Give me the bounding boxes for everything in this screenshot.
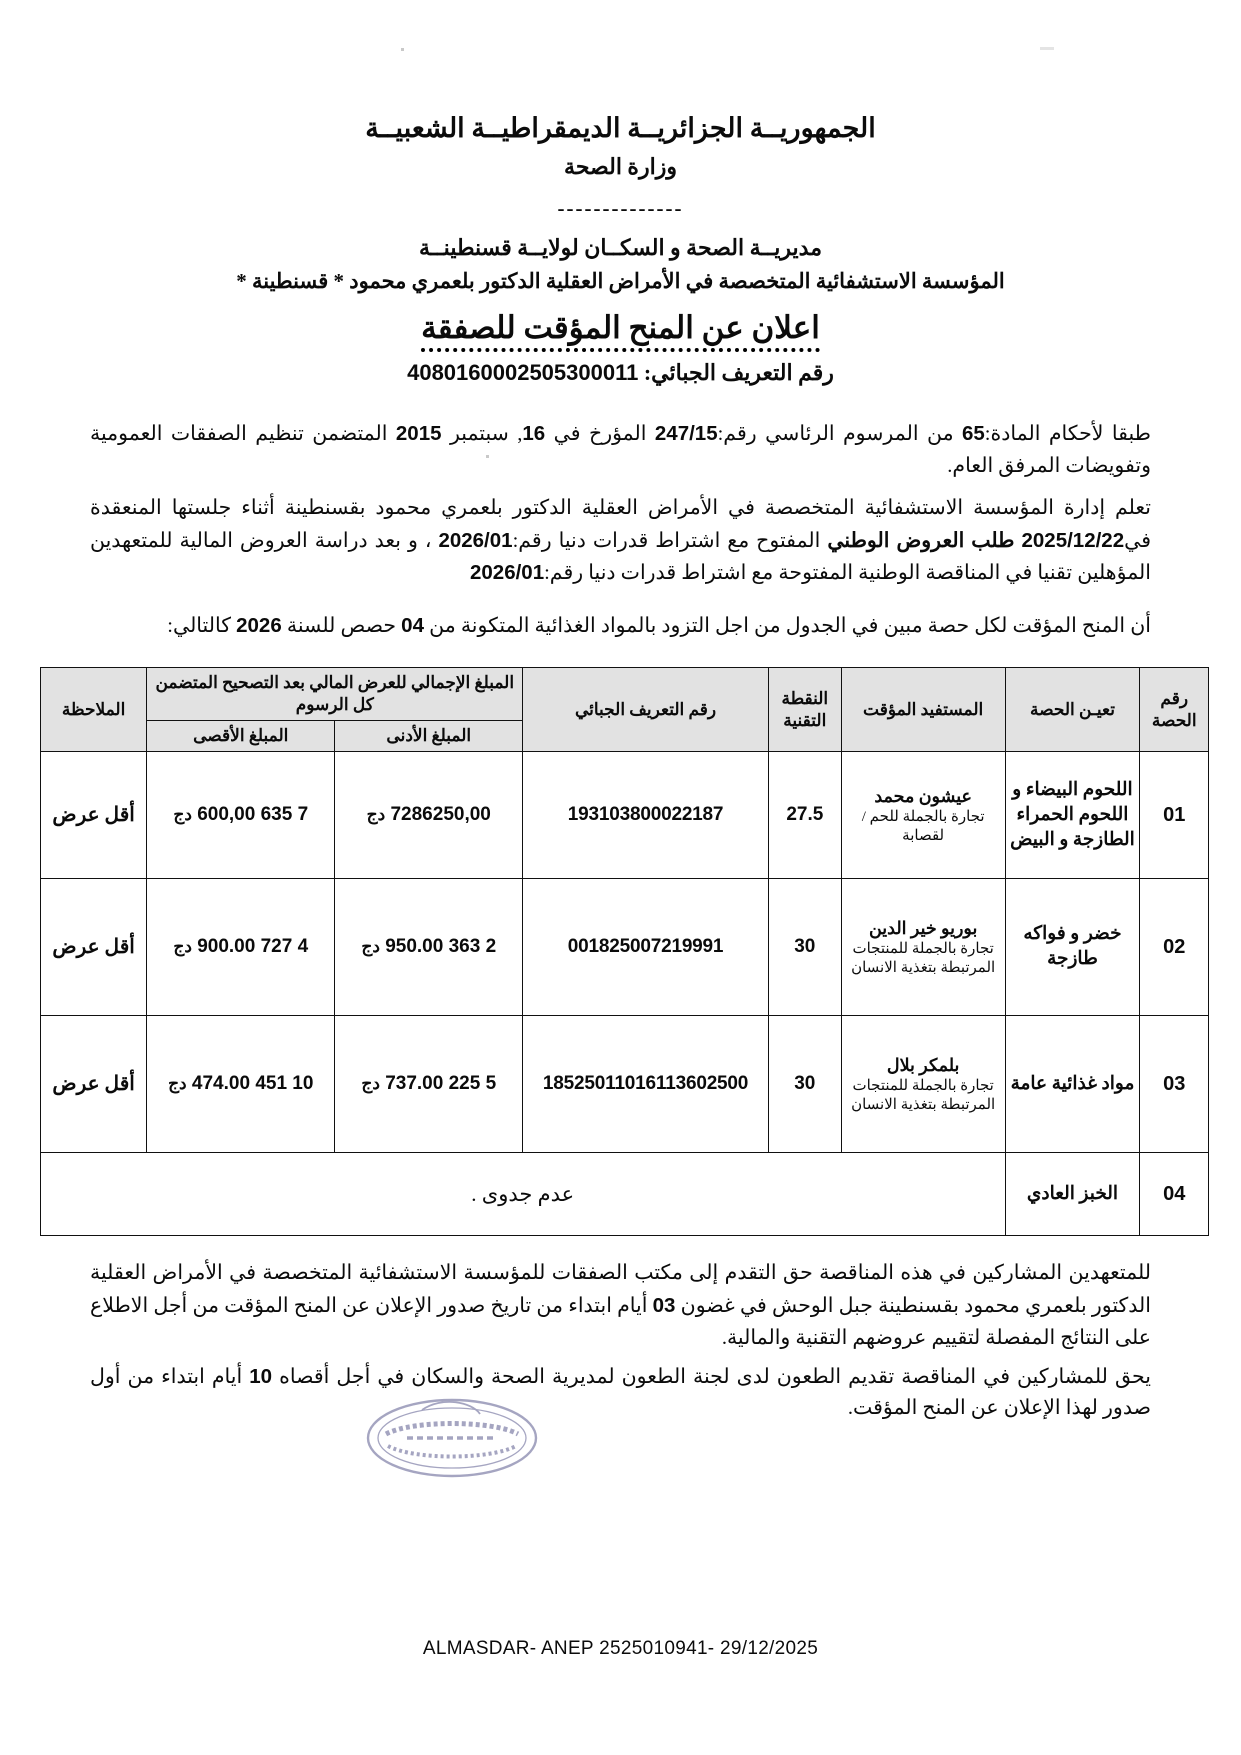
min-amount-value: 7286250,00 [390,804,491,826]
max-amount-value: 7 635 600,00 [197,804,309,826]
footer-p2-b: أيام ابتداء من أول صدور لهذا الإعلان عن المنح المؤقت. [90,1365,1151,1420]
cell-unsuccessful-notice: عدم جدوى . [41,1153,1006,1236]
intro-p1-e: المتضمن تنظيم الصفقات العمومية وتفويضات المرفق العام. [90,423,1151,478]
table-body [41,752,1209,1236]
intro-p1-decree: 247/15 [654,422,718,446]
cell-observation: أقل عرض [41,752,147,879]
cell-observation: أقل عرض [41,1016,147,1153]
table-row [41,1153,1209,1236]
cell-tax-id: 001825007219991 [523,879,769,1016]
intro-p1-d: , سبتمبر [441,423,523,446]
min-amount-currency: دج [361,1074,380,1094]
beneficiary-name: بوريو خير الدين [868,917,978,938]
th-observation: الملاحظة [41,667,147,751]
footer-p2-a: يحق للمشاركين في المناقصة تقديم الطعون لدى لجنة الطعون لمديرية الصحة والسكان في أجل أقصاه [272,1365,1151,1388]
beneficiary-activity: تجارة بالجملة للحم /لقصابة [861,809,985,845]
beneficiary-activity: تجارة بالجملة للمنتجات المرتبطة بتغذية الانسان [851,941,996,977]
th-technical-score: النقطة التقنية [768,667,841,751]
tax-id-label: رقم التعريف الجبائي: [643,360,834,386]
cell-technical-score: 30 [768,1016,841,1153]
th-lot-designation: تعيـن الحصة [1005,667,1140,751]
cell-max-amount [147,752,335,879]
intro-p3-lots-count: 04 [401,614,424,638]
intro-p2-b: المفتوح مع اشتراط قدرات دنيا رقم: [512,529,828,552]
announcement-title: اعلان عن المنح المؤقت للصفقة [421,310,820,352]
table-row [41,752,1209,879]
footer-paragraphs [90,1258,1151,1425]
table-row [41,879,1209,1016]
table-head [41,667,1209,751]
max-amount-value: 10 451 474.00 [191,1073,314,1095]
establishment-heading: المؤسسة الاستشفائية المتخصصة في الأمراض العقلية الدكتور بلعمري محمود * قسنطينة * [236,269,1005,294]
footer-p1-days: 03 [652,1294,676,1318]
max-amount-value: 4 727 900.00 [197,936,309,958]
cell-tax-id: 18525011016113602500 [523,1016,769,1153]
th-lot-number: رقم الحصة [1140,667,1209,751]
cell-lot-number: 04 [1140,1153,1209,1236]
intro-p2-ref-2: 2026/01 [470,561,545,585]
intro-paragraph-2 [90,493,1151,590]
cell-observation: أقل عرض [41,879,147,1016]
awards-table-wrap [40,667,1209,1236]
table-header-row-1 [41,667,1209,720]
awards-table [40,667,1209,1236]
cell-beneficiary [841,879,1005,1016]
intro-p2-a: تعلم إدارة المؤسسة الاستشفائية المتخصصة في الأمراض العقلية الدكتور بلعمري محمود بقسنطينة أثناء جلستها المنعقدة في [90,496,1151,552]
footer-p1-b: أيام ابتداء من تاريخ صدور الإعلان عن المنح المؤقت من أجل الاطلاع على النتائج المفصلة لتقييم عروضهم التقنية والمالية. [90,1295,1151,1349]
cell-technical-score: 27.5 [768,752,841,879]
tax-id-line [0,360,1241,386]
announcement-title-wrap [0,302,1241,352]
ministry-heading: وزارة الصحة [564,154,677,180]
intro-p2-ref-1: 2026/01 [438,528,513,552]
intro-p1-article: 65 [961,422,985,446]
min-amount-currency: دج [361,937,380,957]
beneficiary-name: بلمكر بلال [886,1054,960,1075]
max-amount-currency: دج [168,1074,187,1094]
cell-lot-number: 02 [1140,879,1209,1016]
cell-max-amount [147,1016,335,1153]
intro-p2-date: 2025/12/22 [1021,528,1125,552]
cell-min-amount [335,879,523,1016]
directorate-heading: مديريــة الصحة و السكــان لولايــة قسنطينــة [419,235,822,261]
intro-p3-c: كالتالي: [167,615,237,638]
cell-lot-number: 01 [1140,752,1209,879]
th-max-amount: المبلغ الأقصى [147,721,335,752]
cell-max-amount [147,879,335,1016]
cell-lot-designation: مواد غذائية عامة [1005,1016,1140,1153]
th-total-amount-group: المبلغ الإجمالي للعرض المالي بعد التصحيح المتضمن كل الرسوم [147,667,523,720]
intro-p1-year: 2015 [395,422,442,446]
min-amount-value: 5 225 737.00 [385,1073,497,1095]
beneficiary-activity: تجارة بالجملة للمنتجات المرتبطة بتغذية الانسان [851,1078,996,1114]
tax-id-value: 4080160002505300011 [407,360,639,386]
intro-p3-a: أن المنح المؤقت لكل حصة مبين في الجدول من اجل التزود بالمواد الغذائية المتكونة من [423,615,1151,638]
cell-lot-designation: خضر و فواكه طازجة [1005,879,1140,1016]
header-separator: -------------- [557,196,684,221]
intro-p1-c: المؤرخ في [545,423,655,446]
max-amount-currency: دج [173,805,192,825]
cell-tax-id: 193103800022187 [523,752,769,879]
intro-p2-c: ، و بعد دراسة العروض المالية للمتعهدين المؤهلين تقنيا في المناقصة الوطنية المفتوحة مع اشتراط قدرات دنيا رقم: [90,529,1151,585]
intro-p2-tender-type: طلب العروض الوطني [827,529,1015,552]
th-tax-id: رقم التعريف الجبائي [523,667,769,751]
intro-p1-day: 16 [522,422,546,446]
document-header [0,112,1241,386]
intro-paragraph-3 [90,610,1151,643]
min-amount-currency: دج [366,805,386,825]
th-beneficiary: المستفيد المؤقت [841,667,1005,751]
footer-p2-days: 10 [249,1364,273,1388]
cell-beneficiary [841,752,1005,879]
intro-p1-b: من المرسوم الرئاسي رقم: [717,423,962,446]
cell-technical-score: 30 [768,879,841,1016]
intro-p3-year: 2026 [236,614,282,638]
cell-min-amount [335,1016,523,1153]
cell-lot-designation: الخبز العادي [1005,1153,1140,1236]
intro-p3-b: حصص للسنة [281,615,402,638]
beneficiary-name: عيشون محمد [874,785,972,806]
anep-reference: ALMASDAR- ANEP 2525010941- 29/12/2025 [422,1638,819,1659]
max-amount-currency: دج [173,937,192,957]
footer-p1-a: للمتعهدين المشاركين في هذه المناقصة حق التقدم إلى مكتب الصفقات للمؤسسة الاستشفائية المتخصصة في الأمراض العقلية الدكتور بلعمري محمود بقسنطينة جبل الوحش في غضون [90,1262,1151,1318]
cell-min-amount [335,752,523,879]
cell-beneficiary [841,1016,1005,1153]
intro-p1-a: طبقا لأحكام المادة: [984,423,1151,446]
cell-lot-number: 03 [1140,1016,1209,1153]
intro-paragraph-1 [90,418,1151,483]
table-row [41,1016,1209,1153]
th-min-amount: المبلغ الأدنى [335,721,523,752]
min-amount-value: 2 363 950.00 [385,936,497,958]
republic-heading: الجمهوريــة الجزائريــة الديمقراطيــة الشعبيــة [365,113,876,143]
footer-paragraph-2 [90,1361,1151,1426]
cell-lot-designation: اللحوم البيضاء و اللحوم الحمراء الطازجة و البيض [1005,752,1140,879]
footer-paragraph-1 [90,1258,1151,1354]
